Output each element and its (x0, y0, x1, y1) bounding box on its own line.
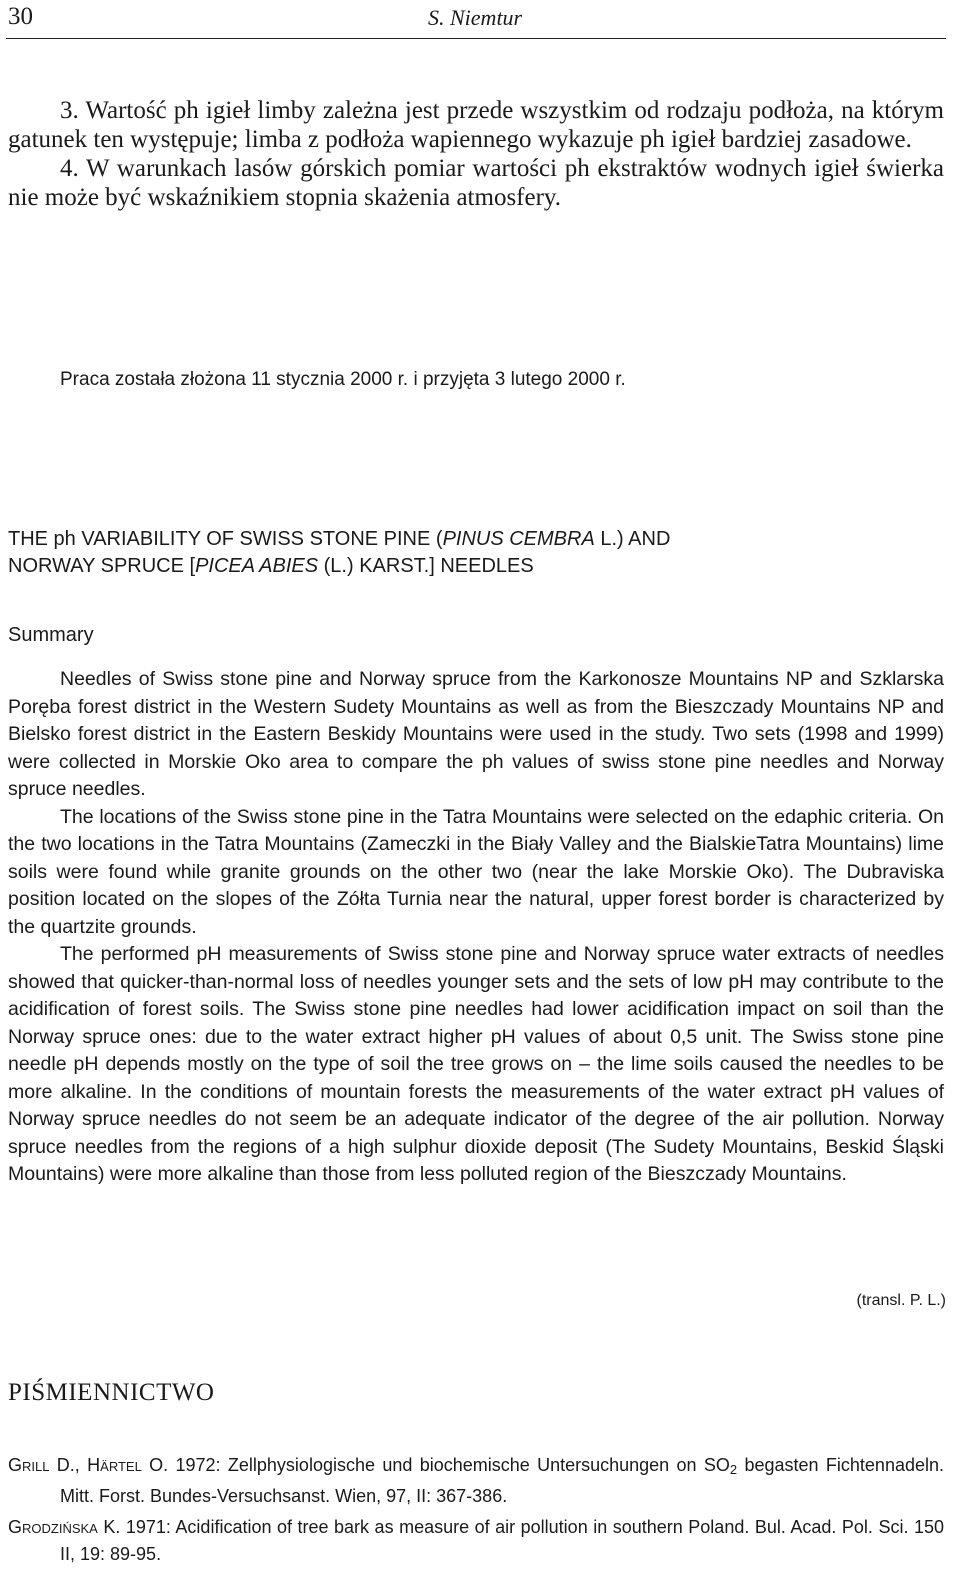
english-title-latin-pinus: PINUS CEMBRA (442, 528, 595, 550)
english-title (8, 526, 928, 580)
summary-paragraph-3: The performed pH measurements of Swiss stone pine and Norway spruce water extracts of needles showed that quicker-than-normal loss of needles younger sets and the sets of low pH may contribute to the acidification of forest soils. The Swiss stone pine needles had lower acidification impact on soil than the Norway spruce ones: due to the water extract higher pH values of about 0,5 unit. The Swiss stone pine needle pH depends mostly on the type of soil the tree grows on – the lime soils caused the needles to be more alkaline. In the conditions of mountain forests the measurements of the water extract pH values of Norway spruce needles do not seem be an adequate indicator of the degree of the air pollution. Norway spruce needles from the regions of a high sulphur dioxide deposit (The Sudety Mountains, Beskid Śląski Mountains) were more alkaline than those from less polluted region of the Bieszczady Mountains. (8, 943, 944, 1185)
summary-paragraph-2: The locations of the Swiss stone pine in the Tatra Mountains were selected on the edaphic criteria. On the two locations in the Tatra Mountains (Zameczki in the Biały Valley and the BialskieTatra Mountains) lime soils were found while granite grounds on the other two (near the lake Morskie Oko). The Dubraviska position located on the slopes of the Zółta Turnia near the natural, upper forest border is characterized by the quartzite grounds. (8, 805, 944, 938)
conclusion-4: 4. W warunkach lasów górskich pomiar wartości ph ekstraktów wodnych igieł świerka nie może być wskaźnikiem stopnia skażenia atmosfery. (8, 155, 944, 211)
english-title-part4: (L.) KARST.] NEEDLES (318, 555, 534, 577)
summary-paragraph-1: Needles of Swiss stone pine and Norway spruce from the Karkonosze Mountains NP and Szklarska Poręba forest district in the Western Sudety Mountains as well as from the Bieszczady Mountains NP and Bielsko forest district in the Eastern Beskidy Mountains were used in the study. Two sets (1998 and 1999) were collected in Morskie Oko area to compare the ph values of swiss stone pine needles and Norway spruce needles. (8, 668, 944, 800)
header-rule (6, 38, 946, 39)
english-title-latin-picea: PICEA ABIES (195, 555, 319, 577)
reference-text-cont: begasten Fichtennadeln. Mitt. Forst. Bundes-Versuchsanst. Wien, 97, II: 367-386. (60, 1455, 944, 1506)
reference-text: 1972: Zellphysiologische und biochemische Untersuchungen on SO (168, 1455, 730, 1475)
english-title-part2: L.) AND (594, 528, 671, 550)
english-title-part1: THE ph VARIABILITY OF SWISS STONE PINE ( (8, 528, 443, 550)
summary-body (8, 666, 944, 1189)
reference-authors: Grill D., Härtel O. (8, 1455, 169, 1475)
summary-heading: Summary (8, 624, 94, 646)
conclusion-3: 3. Wartość ph igieł limby zależna jest przede wszystkim od rodzaju podłoża, na którym gatunek ten występuje; limba z podłoża wapiennego wykazuje ph igieł bardziej zasadowe. (8, 97, 944, 153)
conclusions-list (8, 96, 944, 212)
running-head: S. Niemtur (428, 5, 523, 30)
page-header (6, 2, 946, 40)
translator-note: (transl. P. L.) (856, 1292, 946, 1309)
references-heading: PIŚMIENNICTWO (8, 1379, 215, 1406)
received-note: Praca została złożona 11 stycznia 2000 r. i przyjęta 3 lutego 2000 r. (60, 369, 626, 390)
reference-authors: Grodzińska K. (8, 1517, 121, 1537)
reference-item (8, 1514, 944, 1568)
english-title-part3: NORWAY SPRUCE [ (8, 555, 196, 577)
reference-text: 1971: Acidification of tree bark as measure of air pollution in southern Poland. Bul. Acad. Pol. Sci. 150 II, 19: 89-95. (60, 1517, 944, 1564)
reference-item (8, 1452, 944, 1510)
references-list (8, 1452, 944, 1572)
page-number: 30 (8, 3, 33, 30)
reference-subscript: 2 (729, 1462, 738, 1477)
